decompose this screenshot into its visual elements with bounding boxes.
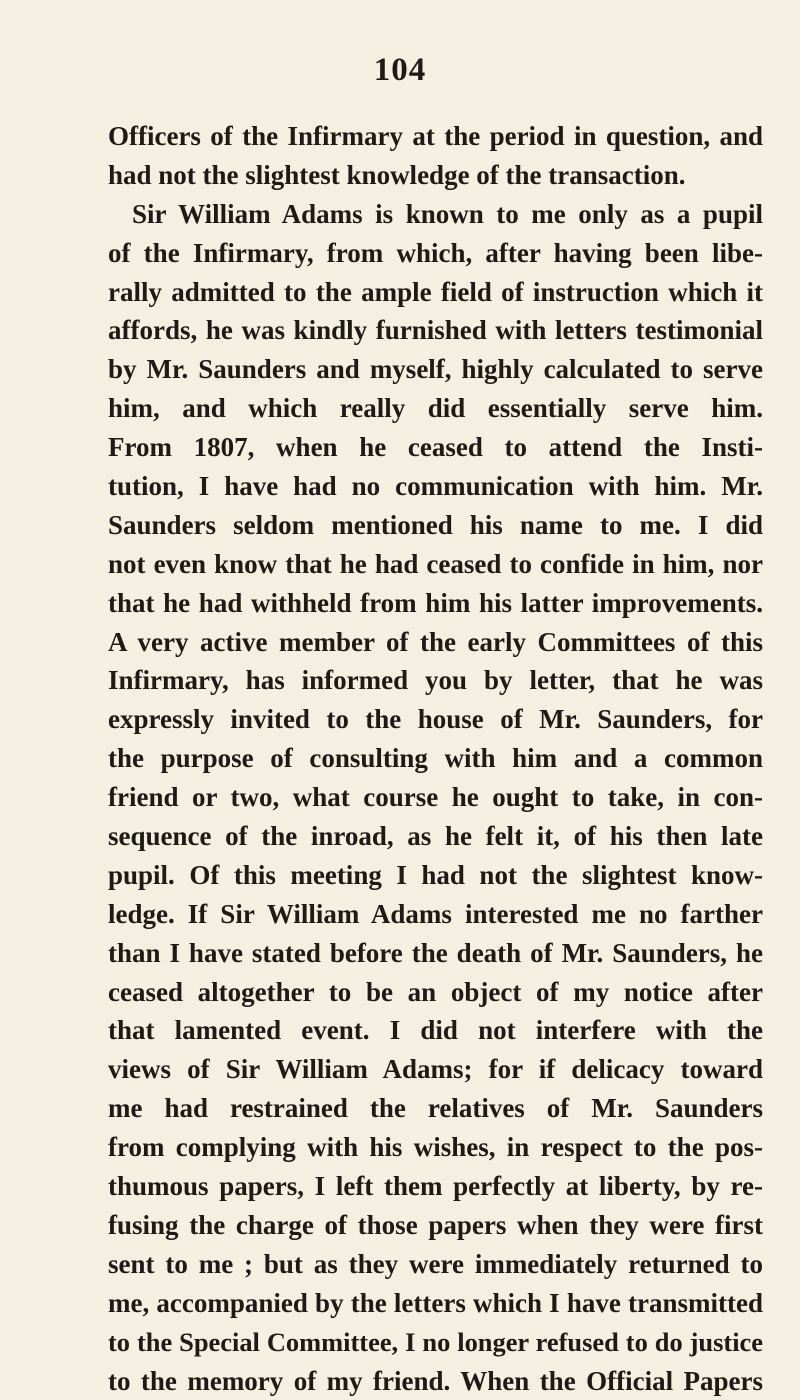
- text-line: that lamented event. I did not interfere with the: [108, 1011, 763, 1050]
- text-line: ledge. If Sir William Adams interested me no farther: [108, 895, 763, 934]
- text-line: fusing the charge of those papers when they were first: [108, 1206, 763, 1245]
- text-line: Officers of the Infirmary at the period in question, and: [108, 117, 763, 156]
- text-line: not even know that he had ceased to confide in him, nor: [108, 545, 763, 584]
- text-line: From 1807, when he ceased to attend the Insti-: [108, 428, 763, 467]
- text-line: tution, I have had no communication with him. Mr.: [108, 467, 763, 506]
- text-line: rally admitted to the ample field of instruction which it: [108, 273, 763, 312]
- text-line: views of Sir William Adams; for if delicacy toward: [108, 1050, 763, 1089]
- text-line: A very active member of the early Committees of this: [108, 623, 763, 662]
- text-line: to the memory of my friend. When the Official Papers: [108, 1362, 763, 1400]
- text-line: pupil. Of this meeting I had not the slightest know-: [108, 856, 763, 895]
- text-line: affords, he was kindly furnished with letters testimonial: [108, 311, 763, 350]
- text-line: him, and which really did essentially serve him.: [108, 389, 763, 428]
- text-line: to the Special Committee, I no longer refused to do justice: [108, 1323, 763, 1362]
- text-line: ceased altogether to be an object of my notice after: [108, 973, 763, 1012]
- text-line: friend or two, what course he ought to take, in con-: [108, 778, 763, 817]
- text-line: Sir William Adams is known to me only as a pupil: [108, 195, 763, 234]
- text-line: thumous papers, I left them perfectly at liberty, by re-: [108, 1167, 763, 1206]
- text-line: sequence of the inroad, as he felt it, of his then late: [108, 817, 763, 856]
- text-line: that he had withheld from him his latter improvements.: [108, 584, 763, 623]
- text-line: of the Infirmary, from which, after having been libe-: [108, 234, 763, 273]
- text-line: had not the slightest knowledge of the transaction.: [108, 156, 763, 195]
- page-number: 104: [0, 52, 800, 89]
- text-line: Infirmary, has informed you by letter, that he was: [108, 661, 763, 700]
- text-line: me had restrained the relatives of Mr. Saunders: [108, 1089, 763, 1128]
- text-line: the purpose of consulting with him and a common: [108, 739, 763, 778]
- body-text: [108, 117, 763, 1400]
- text-line: me, accompanied by the letters which I have transmitted: [108, 1284, 763, 1323]
- text-line: by Mr. Saunders and myself, highly calculated to serve: [108, 350, 763, 389]
- text-line: from complying with his wishes, in respect to the pos-: [108, 1128, 763, 1167]
- text-line: than I have stated before the death of Mr. Saunders, he: [108, 934, 763, 973]
- text-line: Saunders seldom mentioned his name to me. I did: [108, 506, 763, 545]
- text-line: sent to me ; but as they were immediately returned to: [108, 1245, 763, 1284]
- text-line: expressly invited to the house of Mr. Saunders, for: [108, 700, 763, 739]
